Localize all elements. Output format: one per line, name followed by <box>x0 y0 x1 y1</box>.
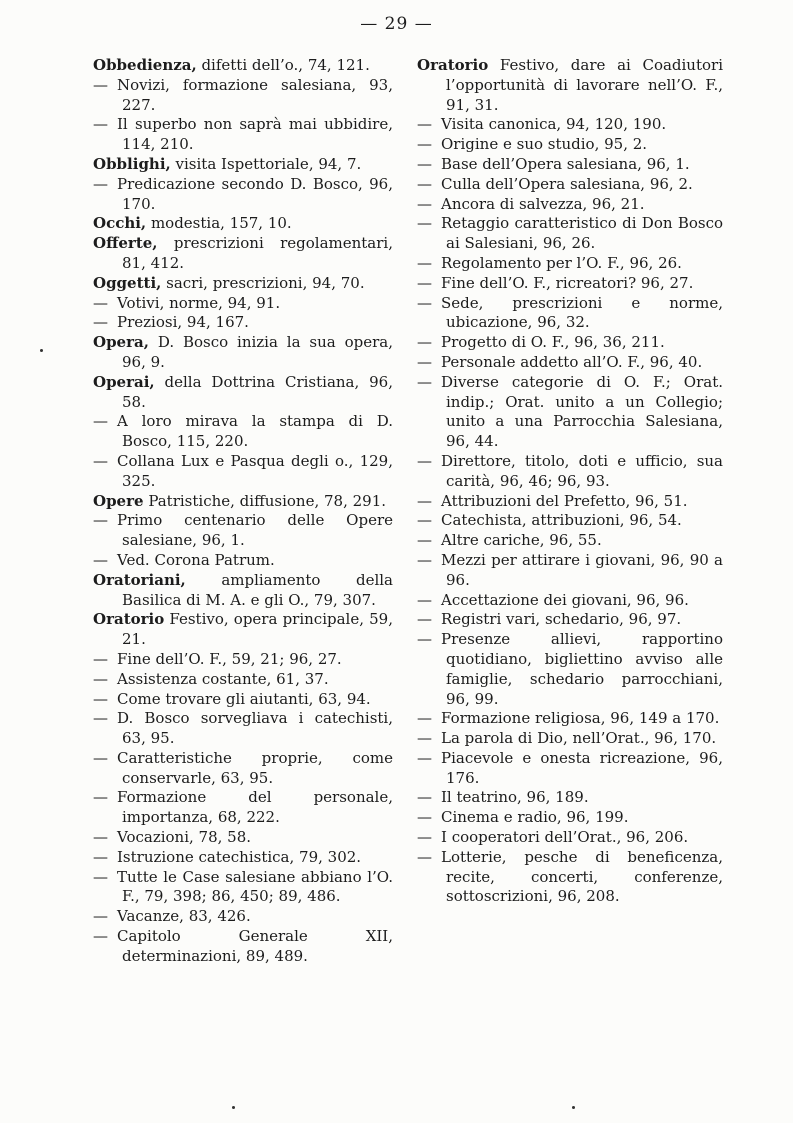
entry-dash: — <box>417 273 432 292</box>
entry-text: Piacevole e onesta ricreazione, 96, 176. <box>441 748 723 787</box>
index-entry <box>417 452 723 492</box>
entry-dash: — <box>93 115 108 134</box>
entry-dash: — <box>93 550 108 569</box>
entry-dash: — <box>417 788 432 807</box>
entry-dash: — <box>93 867 108 886</box>
entry-text: Fine dell’O. F., ricreatori? 96, 27. <box>441 273 694 292</box>
entry-headword: Obblighi, <box>93 154 171 173</box>
entry-dash: — <box>417 610 432 629</box>
entry-headword: Oratoriani, <box>93 570 186 589</box>
entry-text: Primo centenario delle Opere salesiane, 96, 1. <box>117 511 393 550</box>
entry-text: Progetto di O. F., 96, 36, 211. <box>441 333 665 352</box>
entry-dash: — <box>417 630 432 649</box>
index-entry <box>417 353 723 373</box>
index-entry <box>417 56 723 115</box>
index-entry <box>93 214 393 234</box>
entry-text: Retaggio caratteristico di Don Bosco ai Salesiani, 96, 26. <box>441 214 723 253</box>
entry-text: Attribuzioni del Prefetto, 96, 51. <box>441 491 688 510</box>
index-entry <box>417 511 723 531</box>
index-entry <box>417 551 723 591</box>
index-entry <box>93 313 393 333</box>
entry-dash: — <box>93 174 108 193</box>
entry-dash: — <box>417 253 432 272</box>
index-entry <box>93 155 393 175</box>
entry-dash: — <box>417 333 432 352</box>
entry-text: sacri, prescrizioni, 94, 70. <box>161 273 365 292</box>
entry-text: Formazione religiosa, 96, 149 a 170. <box>441 709 720 728</box>
index-entry <box>93 492 393 512</box>
entry-text: Tutte le Case salesiane abbiano l’O. F., 79, 398; 86, 450; 89, 486. <box>117 867 393 906</box>
entry-dash: — <box>93 412 108 431</box>
entry-text: Il superbo non saprà mai ubbidire, 114, 210. <box>117 115 393 154</box>
entry-text: Vocazioni, 78, 58. <box>117 828 252 847</box>
entry-text: Lotterie, pesche di beneficenza, recite, concerti, conferenze, sottoscrizioni, 96, 208. <box>441 847 723 906</box>
entry-dash: — <box>417 115 432 134</box>
entry-headword: Operai, <box>93 372 155 391</box>
entry-dash: — <box>417 372 432 391</box>
entry-text: Base dell’Opera salesiana, 96, 1. <box>441 154 690 173</box>
entry-text: Visita canonica, 94, 120, 190. <box>441 115 667 134</box>
entry-headword: Opera, <box>93 333 149 352</box>
entry-text: Cinema e radio, 96, 199. <box>441 808 629 827</box>
index-entry <box>93 709 393 749</box>
entry-text: Votivi, norme, 94, 91. <box>117 293 281 312</box>
index-entry <box>417 135 723 155</box>
entry-text: Il teatrino, 96, 189. <box>441 788 589 807</box>
entry-text: Capitolo Generale XII, determinazioni, 89, 489. <box>117 927 393 965</box>
entry-text: Assistenza costante, 61, 37. <box>117 669 329 688</box>
index-entry <box>93 333 393 373</box>
entry-dash: — <box>93 847 108 866</box>
entry-text: Istruzione catechistica, 79, 302. <box>117 847 362 866</box>
entry-text: Ved. Corona Patrum. <box>117 550 275 569</box>
entry-text: Direttore, titolo, doti e ufficio, sua carità, 96, 46; 96, 93. <box>441 451 723 490</box>
entry-text: Novizi, formazione salesiana, 93, 227. <box>117 75 393 114</box>
index-entry <box>417 709 723 729</box>
index-entry <box>417 610 723 630</box>
print-speck <box>232 1106 235 1109</box>
entry-dash: — <box>417 590 432 609</box>
entry-headword: Occhi, <box>93 214 147 233</box>
entry-dash: — <box>417 531 432 550</box>
entry-text: Catechista, attribuzioni, 96, 54. <box>441 511 682 530</box>
index-entry <box>417 294 723 334</box>
index-entry <box>93 234 393 274</box>
entry-text: Mezzi per attirare i giovani, 96, 90 a 96. <box>441 550 723 589</box>
entry-text: Ancora di salvezza, 96, 21. <box>441 194 645 213</box>
entry-dash: — <box>417 194 432 213</box>
index-entry <box>93 56 393 76</box>
index-entry <box>417 373 723 452</box>
entry-dash: — <box>417 135 432 154</box>
entry-text: Festivo, dare ai Coadiutori l’opportunità di lavorare nell’O. F., 91, 31. <box>446 56 723 114</box>
entry-text: Come trovare gli aiutanti, 63, 94. <box>117 689 371 708</box>
index-entry <box>417 333 723 353</box>
entry-headword: Oggetti, <box>93 273 162 292</box>
entry-headword: Offerte, <box>93 234 158 253</box>
entry-text: La parola di Dio, nell’Orat., 96, 170. <box>441 729 717 748</box>
entry-text: modestia, 157, 10. <box>146 214 292 233</box>
entry-dash: — <box>93 649 108 668</box>
index-entry <box>93 452 393 492</box>
entry-dash: — <box>417 550 432 569</box>
entry-dash: — <box>93 313 108 332</box>
entry-dash: — <box>417 451 432 470</box>
index-entry <box>417 115 723 135</box>
index-entry <box>93 690 393 710</box>
entry-text: Collana Lux e Pasqua degli o., 129, 325. <box>117 451 393 490</box>
index-column-left <box>93 56 393 967</box>
print-speck <box>572 1106 575 1109</box>
entry-dash: — <box>93 689 108 708</box>
entry-text: visita Ispettoriale, 94, 7. <box>170 154 362 173</box>
entry-headword: Oratorio <box>417 56 489 74</box>
entry-text: Regolamento per l’O. F., 96, 26. <box>441 253 682 272</box>
entry-text: D. Bosco sorvegliava i catechisti, 63, 95. <box>117 709 393 748</box>
entry-text: Sede, prescrizioni e norme, ubicazione, 96, 32. <box>441 293 723 332</box>
index-entry <box>417 749 723 789</box>
index-entry <box>417 155 723 175</box>
print-speck <box>40 349 43 352</box>
entry-text: Caratteristiche proprie, come conservarle, 63, 95. <box>117 748 393 787</box>
index-entry <box>417 788 723 808</box>
entry-headword: Opere <box>93 491 144 510</box>
entry-text: Preziosi, 94, 167. <box>117 313 249 332</box>
entry-text: difetti dell’o., 74, 121. <box>196 56 370 74</box>
entry-text: prescrizioni regolamentari, 81, 412. <box>122 234 393 272</box>
index-entry <box>417 492 723 512</box>
index-entry <box>93 571 393 611</box>
index-entry <box>93 868 393 908</box>
entry-dash: — <box>417 214 432 233</box>
entry-text: Predicazione secondo D. Bosco, 96, 170. <box>117 174 393 213</box>
index-entry <box>417 808 723 828</box>
entry-dash: — <box>417 709 432 728</box>
index-entry <box>93 373 393 413</box>
entry-dash: — <box>93 511 108 530</box>
entry-text: Festivo, opera principale, 59, 21. <box>122 610 393 649</box>
index-entry <box>417 591 723 611</box>
entry-text: A loro mirava la stampa di D. Bosco, 115, 220. <box>117 412 393 451</box>
index-entry <box>417 214 723 254</box>
entry-dash: — <box>93 927 108 946</box>
entry-dash: — <box>417 154 432 173</box>
entry-dash: — <box>417 748 432 767</box>
entry-headword: Obbedienza, <box>93 56 197 74</box>
entry-dash: — <box>417 511 432 530</box>
entry-dash: — <box>417 828 432 847</box>
index-entry <box>93 610 393 650</box>
entry-text: Culla dell’Opera salesiana, 96, 2. <box>441 174 693 193</box>
index-entry <box>417 195 723 215</box>
entry-text: Formazione del personale, importanza, 68, 222. <box>117 788 393 827</box>
index-entry <box>93 274 393 294</box>
index-entry <box>93 907 393 927</box>
entry-text: ampliamento della Basilica di M. A. e gli O., 79, 307. <box>122 570 393 609</box>
index-column-right <box>417 56 723 907</box>
entry-text: Altre cariche, 96, 55. <box>441 531 602 550</box>
entry-text: Vacanze, 83, 426. <box>117 907 251 926</box>
index-entry <box>93 511 393 551</box>
entry-text: Accettazione dei giovani, 96, 96. <box>441 590 689 609</box>
entry-text: Diverse categorie di O. F.; Orat. indip.; Orat. unito a un Collegio; unito a una Parrocchia Salesiana, 96, 44. <box>441 372 723 451</box>
index-entry <box>93 788 393 828</box>
index-entry <box>93 650 393 670</box>
entry-text: Presenze allievi, rapportino quotidiano, bigliettino avviso alle famiglie, schedario parrocchiani, 96, 99. <box>441 630 723 708</box>
entry-text: Fine dell’O. F., 59, 21; 96, 27. <box>117 649 342 668</box>
index-entry <box>417 531 723 551</box>
index-entry <box>93 828 393 848</box>
entry-dash: — <box>93 669 108 688</box>
index-entry <box>417 848 723 907</box>
index-entry <box>417 729 723 749</box>
index-entry <box>417 828 723 848</box>
entry-text: della Dottrina Cristiana, 96, 58. <box>122 372 393 411</box>
entry-dash: — <box>93 788 108 807</box>
entry-dash: — <box>417 352 432 371</box>
page-number: — 29 — <box>360 14 433 34</box>
entry-dash: — <box>93 709 108 728</box>
entry-text: Registri vari, schedario, 96, 97. <box>441 610 682 629</box>
entry-text: I cooperatori dell’Orat., 96, 206. <box>441 828 689 847</box>
index-entry <box>417 254 723 274</box>
entry-dash: — <box>417 729 432 748</box>
index-entry <box>93 848 393 868</box>
index-entry <box>417 175 723 195</box>
entry-dash: — <box>93 828 108 847</box>
entry-dash: — <box>93 293 108 312</box>
index-entry <box>93 115 393 155</box>
entry-text: Personale addetto all’O. F., 96, 40. <box>441 352 703 371</box>
entry-dash: — <box>93 907 108 926</box>
entry-text: D. Bosco inizia la sua opera, 96, 9. <box>122 333 393 371</box>
entry-dash: — <box>417 293 432 312</box>
entry-dash: — <box>417 174 432 193</box>
entry-text: Patristiche, diffusione, 78, 291. <box>143 491 387 510</box>
index-entry <box>417 274 723 294</box>
index-entry <box>417 630 723 709</box>
entry-headword: Oratorio <box>93 610 165 629</box>
index-entry <box>93 294 393 314</box>
entry-dash: — <box>417 808 432 827</box>
entry-text: Origine e suo studio, 95, 2. <box>441 135 648 154</box>
index-entry <box>93 175 393 215</box>
entry-dash: — <box>93 75 108 94</box>
index-entry <box>93 76 393 116</box>
index-entry <box>93 412 393 452</box>
entry-dash: — <box>93 748 108 767</box>
index-entry <box>93 551 393 571</box>
index-entry <box>93 749 393 789</box>
entry-dash: — <box>93 451 108 470</box>
index-entry <box>93 670 393 690</box>
entry-dash: — <box>417 847 432 866</box>
entry-dash: — <box>417 491 432 510</box>
index-entry <box>93 927 393 967</box>
